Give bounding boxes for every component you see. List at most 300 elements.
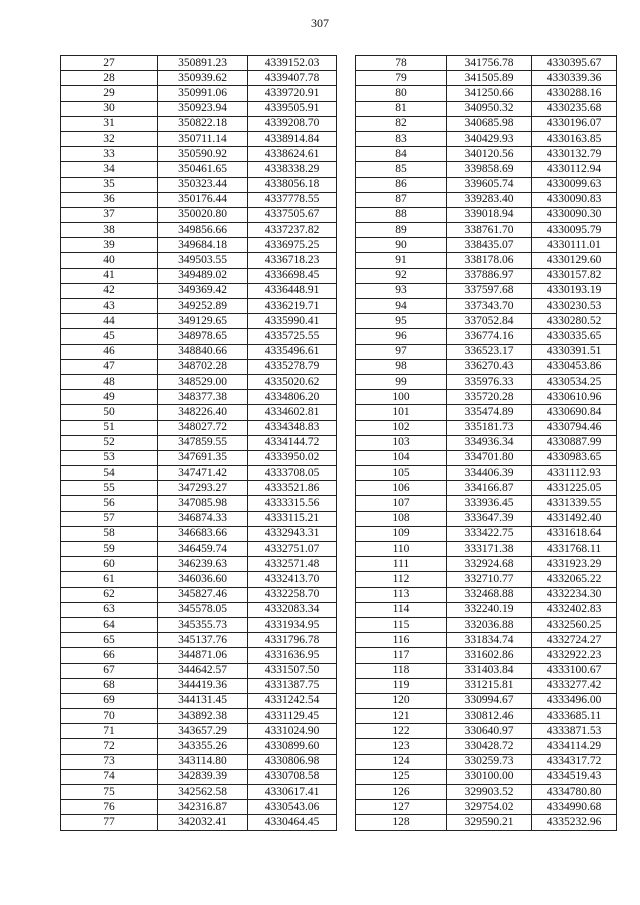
x-coordinate-cell: 350991.06 [158,86,248,101]
point-number-cell: 43 [61,299,158,314]
table-row [356,526,617,541]
x-coordinate-cell: 336774.16 [447,329,532,344]
x-coordinate-cell: 337597.68 [447,283,532,298]
point-number-cell: 52 [61,435,158,450]
table-row [356,435,617,450]
point-number-cell: 122 [356,724,447,739]
point-number-cell: 118 [356,663,447,678]
point-number-cell: 115 [356,617,447,632]
point-number-cell: 62 [61,587,158,602]
y-coordinate-cell: 4338056.18 [248,177,337,192]
table-row [61,633,337,648]
x-coordinate-cell: 350590.92 [158,147,248,162]
y-coordinate-cell: 4330235.68 [532,101,617,116]
x-coordinate-cell: 332036.88 [447,617,532,632]
x-coordinate-cell: 329590.21 [447,815,532,830]
table-row [61,450,337,465]
point-number-cell: 28 [61,71,158,86]
point-number-cell: 117 [356,648,447,663]
table-row [61,678,337,693]
y-coordinate-cell: 4332234.30 [532,587,617,602]
point-number-cell: 70 [61,709,158,724]
point-number-cell: 54 [61,466,158,481]
x-coordinate-cell: 350176.44 [158,192,248,207]
point-number-cell: 128 [356,815,447,830]
table-row [356,207,617,222]
x-coordinate-cell: 333647.39 [447,511,532,526]
point-number-cell: 64 [61,617,158,632]
table-row [356,223,617,238]
point-number-cell: 92 [356,268,447,283]
y-coordinate-cell: 4331636.95 [248,648,337,663]
table-row [356,405,617,420]
x-coordinate-cell: 343657.29 [158,724,248,739]
y-coordinate-cell: 4331796.78 [248,633,337,648]
x-coordinate-cell: 330812.46 [447,709,532,724]
x-coordinate-cell: 350461.65 [158,162,248,177]
y-coordinate-cell: 4332943.31 [248,526,337,541]
table-row [356,769,617,784]
point-number-cell: 56 [61,496,158,511]
y-coordinate-cell: 4330794.46 [532,420,617,435]
table-row [356,587,617,602]
x-coordinate-cell: 338178.06 [447,253,532,268]
y-coordinate-cell: 4334519.43 [532,769,617,784]
x-coordinate-cell: 348978.65 [158,329,248,344]
point-number-cell: 113 [356,587,447,602]
point-number-cell: 98 [356,359,447,374]
x-coordinate-cell: 330428.72 [447,739,532,754]
point-number-cell: 78 [356,56,447,71]
table-row [356,557,617,572]
point-number-cell: 96 [356,329,447,344]
table-row [356,663,617,678]
table-row [61,785,337,800]
table-row [61,86,337,101]
y-coordinate-cell: 4331618.64 [532,526,617,541]
y-coordinate-cell: 4331339.55 [532,496,617,511]
y-coordinate-cell: 4333115.21 [248,511,337,526]
table-row [61,754,337,769]
y-coordinate-cell: 4339208.70 [248,116,337,131]
table-row [356,86,617,101]
x-coordinate-cell: 349856.66 [158,223,248,238]
table-row [356,253,617,268]
table-row [356,147,617,162]
table-row [356,390,617,405]
table-row [356,785,617,800]
y-coordinate-cell: 4332065.22 [532,572,617,587]
table-row [61,617,337,632]
table-row [61,192,337,207]
x-coordinate-cell: 350891.23 [158,56,248,71]
table-row [356,678,617,693]
table-row [61,648,337,663]
y-coordinate-cell: 4334144.72 [248,435,337,450]
table-row [61,557,337,572]
point-number-cell: 124 [356,754,447,769]
y-coordinate-cell: 4331129.45 [248,709,337,724]
x-coordinate-cell: 331834.74 [447,633,532,648]
y-coordinate-cell: 4330129.60 [532,253,617,268]
table-row [356,739,617,754]
x-coordinate-cell: 348702.28 [158,359,248,374]
table-row [61,147,337,162]
x-coordinate-cell: 347691.35 [158,450,248,465]
y-coordinate-cell: 4335232.96 [532,815,617,830]
x-coordinate-cell: 342839.39 [158,769,248,784]
table-row [61,724,337,739]
coordinates-table-left [60,55,337,831]
y-coordinate-cell: 4330395.67 [532,56,617,71]
x-coordinate-cell: 344419.36 [158,678,248,693]
point-number-cell: 66 [61,648,158,663]
point-number-cell: 67 [61,663,158,678]
table-row [356,511,617,526]
table-row [61,162,337,177]
y-coordinate-cell: 4339407.78 [248,71,337,86]
x-coordinate-cell: 350323.44 [158,177,248,192]
y-coordinate-cell: 4336219.71 [248,299,337,314]
x-coordinate-cell: 334701.80 [447,450,532,465]
point-number-cell: 97 [356,344,447,359]
x-coordinate-cell: 345355.73 [158,617,248,632]
x-coordinate-cell: 339858.69 [447,162,532,177]
x-coordinate-cell: 332710.77 [447,572,532,587]
point-number-cell: 71 [61,724,158,739]
point-number-cell: 88 [356,207,447,222]
y-coordinate-cell: 4339505.91 [248,101,337,116]
x-coordinate-cell: 346874.33 [158,511,248,526]
y-coordinate-cell: 4330193.19 [532,283,617,298]
x-coordinate-cell: 329903.52 [447,785,532,800]
y-coordinate-cell: 4333521.86 [248,481,337,496]
y-coordinate-cell: 4330288.16 [532,86,617,101]
table-row [61,71,337,86]
point-number-cell: 61 [61,572,158,587]
x-coordinate-cell: 339605.74 [447,177,532,192]
point-number-cell: 110 [356,542,447,557]
point-number-cell: 49 [61,390,158,405]
x-coordinate-cell: 334936.34 [447,435,532,450]
y-coordinate-cell: 4334114.29 [532,739,617,754]
y-coordinate-cell: 4334348.83 [248,420,337,435]
y-coordinate-cell: 4330887.99 [532,435,617,450]
y-coordinate-cell: 4332258.70 [248,587,337,602]
x-coordinate-cell: 338761.70 [447,223,532,238]
point-number-cell: 120 [356,693,447,708]
point-number-cell: 29 [61,86,158,101]
y-coordinate-cell: 4332083.34 [248,602,337,617]
table-row [356,162,617,177]
x-coordinate-cell: 349489.02 [158,268,248,283]
table-row [61,223,337,238]
point-number-cell: 68 [61,678,158,693]
point-number-cell: 112 [356,572,447,587]
x-coordinate-cell: 343355.26 [158,739,248,754]
point-number-cell: 58 [61,526,158,541]
point-number-cell: 72 [61,739,158,754]
y-coordinate-cell: 4331225.05 [532,481,617,496]
table-row [61,131,337,146]
y-coordinate-cell: 4332571.48 [248,557,337,572]
table-row [61,56,337,71]
x-coordinate-cell: 350822.18 [158,116,248,131]
y-coordinate-cell: 4331112.93 [532,466,617,481]
x-coordinate-cell: 350939.62 [158,71,248,86]
point-number-cell: 99 [356,374,447,389]
point-number-cell: 108 [356,511,447,526]
y-coordinate-cell: 4330453.86 [532,359,617,374]
table-row [61,739,337,754]
y-coordinate-cell: 4330617.41 [248,785,337,800]
y-coordinate-cell: 4333100.67 [532,663,617,678]
table-row [61,481,337,496]
x-coordinate-cell: 348377.38 [158,390,248,405]
page-number: 307 [311,16,329,30]
table-row [356,450,617,465]
point-number-cell: 86 [356,177,447,192]
x-coordinate-cell: 350923.94 [158,101,248,116]
table-row [356,374,617,389]
table-row [61,693,337,708]
x-coordinate-cell: 332924.68 [447,557,532,572]
table-row [356,648,617,663]
y-coordinate-cell: 4330464.45 [248,815,337,830]
point-number-cell: 87 [356,192,447,207]
x-coordinate-cell: 347293.27 [158,481,248,496]
y-coordinate-cell: 4333496.00 [532,693,617,708]
table-row [356,238,617,253]
point-number-cell: 107 [356,496,447,511]
point-number-cell: 111 [356,557,447,572]
y-coordinate-cell: 4330230.53 [532,299,617,314]
point-number-cell: 35 [61,177,158,192]
table-row [356,420,617,435]
table-row [356,116,617,131]
table-row [356,800,617,815]
point-number-cell: 40 [61,253,158,268]
x-coordinate-cell: 340120.56 [447,147,532,162]
table-row [61,663,337,678]
y-coordinate-cell: 4330163.85 [532,131,617,146]
x-coordinate-cell: 330100.00 [447,769,532,784]
x-coordinate-cell: 346459.74 [158,542,248,557]
table-row [61,511,337,526]
table-row [356,693,617,708]
point-number-cell: 114 [356,602,447,617]
table-row [61,420,337,435]
y-coordinate-cell: 4333950.02 [248,450,337,465]
point-number-cell: 104 [356,450,447,465]
y-coordinate-cell: 4336448.91 [248,283,337,298]
x-coordinate-cell: 330259.73 [447,754,532,769]
point-number-cell: 91 [356,253,447,268]
y-coordinate-cell: 4330339.36 [532,71,617,86]
x-coordinate-cell: 348840.66 [158,344,248,359]
y-coordinate-cell: 4339152.03 [248,56,337,71]
x-coordinate-cell: 337886.97 [447,268,532,283]
point-number-cell: 75 [61,785,158,800]
x-coordinate-cell: 349503.55 [158,253,248,268]
x-coordinate-cell: 341756.78 [447,56,532,71]
x-coordinate-cell: 332240.19 [447,602,532,617]
x-coordinate-cell: 340429.93 [447,131,532,146]
y-coordinate-cell: 4335278.79 [248,359,337,374]
table-row [356,542,617,557]
x-coordinate-cell: 335720.28 [447,390,532,405]
y-coordinate-cell: 4333277.42 [532,678,617,693]
table-row [61,587,337,602]
x-coordinate-cell: 349684.18 [158,238,248,253]
x-coordinate-cell: 346239.63 [158,557,248,572]
x-coordinate-cell: 336523.17 [447,344,532,359]
x-coordinate-cell: 345827.46 [158,587,248,602]
table-row [61,390,337,405]
y-coordinate-cell: 4330090.83 [532,192,617,207]
table-row [356,359,617,374]
point-number-cell: 105 [356,466,447,481]
point-number-cell: 127 [356,800,447,815]
y-coordinate-cell: 4334780.80 [532,785,617,800]
table-row [356,724,617,739]
point-number-cell: 77 [61,815,158,830]
table-row [61,283,337,298]
y-coordinate-cell: 4330610.96 [532,390,617,405]
x-coordinate-cell: 342562.58 [158,785,248,800]
x-coordinate-cell: 335181.73 [447,420,532,435]
x-coordinate-cell: 334166.87 [447,481,532,496]
point-number-cell: 76 [61,800,158,815]
point-number-cell: 126 [356,785,447,800]
point-number-cell: 89 [356,223,447,238]
y-coordinate-cell: 4331242.54 [248,693,337,708]
table-row [356,496,617,511]
x-coordinate-cell: 335474.89 [447,405,532,420]
point-number-cell: 116 [356,633,447,648]
y-coordinate-cell: 4336698.45 [248,268,337,283]
y-coordinate-cell: 4330708.58 [248,769,337,784]
x-coordinate-cell: 347859.55 [158,435,248,450]
y-coordinate-cell: 4337505.67 [248,207,337,222]
x-coordinate-cell: 348529.00 [158,374,248,389]
table-row [61,299,337,314]
table-row [356,101,617,116]
table-row [356,602,617,617]
y-coordinate-cell: 4331387.75 [248,678,337,693]
y-coordinate-cell: 4335725.55 [248,329,337,344]
point-number-cell: 95 [356,314,447,329]
point-number-cell: 45 [61,329,158,344]
table-row [356,572,617,587]
x-coordinate-cell: 347471.42 [158,466,248,481]
table-row [61,496,337,511]
x-coordinate-cell: 344642.57 [158,663,248,678]
x-coordinate-cell: 330640.97 [447,724,532,739]
table-row [61,116,337,131]
x-coordinate-cell: 349252.89 [158,299,248,314]
y-coordinate-cell: 4330690.84 [532,405,617,420]
coordinates-table-right [355,55,617,831]
y-coordinate-cell: 4330899.60 [248,739,337,754]
point-number-cell: 46 [61,344,158,359]
table-row [356,617,617,632]
point-number-cell: 31 [61,116,158,131]
x-coordinate-cell: 334406.39 [447,466,532,481]
y-coordinate-cell: 4333708.05 [248,466,337,481]
x-coordinate-cell: 337343.70 [447,299,532,314]
x-coordinate-cell: 350711.14 [158,131,248,146]
point-number-cell: 60 [61,557,158,572]
y-coordinate-cell: 4330112.94 [532,162,617,177]
point-number-cell: 63 [61,602,158,617]
y-coordinate-cell: 4331507.50 [248,663,337,678]
table-row [61,344,337,359]
point-number-cell: 55 [61,481,158,496]
x-coordinate-cell: 349369.42 [158,283,248,298]
y-coordinate-cell: 4334990.68 [532,800,617,815]
point-number-cell: 103 [356,435,447,450]
x-coordinate-cell: 345137.76 [158,633,248,648]
point-number-cell: 38 [61,223,158,238]
point-number-cell: 36 [61,192,158,207]
x-coordinate-cell: 340950.32 [447,101,532,116]
table-row [61,572,337,587]
y-coordinate-cell: 4337778.55 [248,192,337,207]
point-number-cell: 57 [61,511,158,526]
y-coordinate-cell: 4330280.52 [532,314,617,329]
point-number-cell: 90 [356,238,447,253]
point-number-cell: 81 [356,101,447,116]
point-number-cell: 121 [356,709,447,724]
y-coordinate-cell: 4339720.91 [248,86,337,101]
point-number-cell: 33 [61,147,158,162]
table-row [356,466,617,481]
table-row [356,709,617,724]
point-number-cell: 53 [61,450,158,465]
y-coordinate-cell: 4333685.11 [532,709,617,724]
y-coordinate-cell: 4331024.90 [248,724,337,739]
x-coordinate-cell: 333422.75 [447,526,532,541]
table-row [61,709,337,724]
y-coordinate-cell: 4330543.06 [248,800,337,815]
point-number-cell: 94 [356,299,447,314]
x-coordinate-cell: 339018.94 [447,207,532,222]
x-coordinate-cell: 344871.06 [158,648,248,663]
table-row [61,405,337,420]
x-coordinate-cell: 340685.98 [447,116,532,131]
point-number-cell: 44 [61,314,158,329]
y-coordinate-cell: 4330983.65 [532,450,617,465]
x-coordinate-cell: 346683.66 [158,526,248,541]
point-number-cell: 50 [61,405,158,420]
x-coordinate-cell: 329754.02 [447,800,532,815]
table-row [61,268,337,283]
y-coordinate-cell: 4334806.20 [248,390,337,405]
point-number-cell: 73 [61,754,158,769]
table-row [61,253,337,268]
table-row [356,299,617,314]
x-coordinate-cell: 348027.72 [158,420,248,435]
x-coordinate-cell: 347085.98 [158,496,248,511]
y-coordinate-cell: 4334602.81 [248,405,337,420]
y-coordinate-cell: 4331768.11 [532,542,617,557]
y-coordinate-cell: 4334317.72 [532,754,617,769]
point-number-cell: 39 [61,238,158,253]
x-coordinate-cell: 342316.87 [158,800,248,815]
table-row [356,314,617,329]
y-coordinate-cell: 4335020.62 [248,374,337,389]
